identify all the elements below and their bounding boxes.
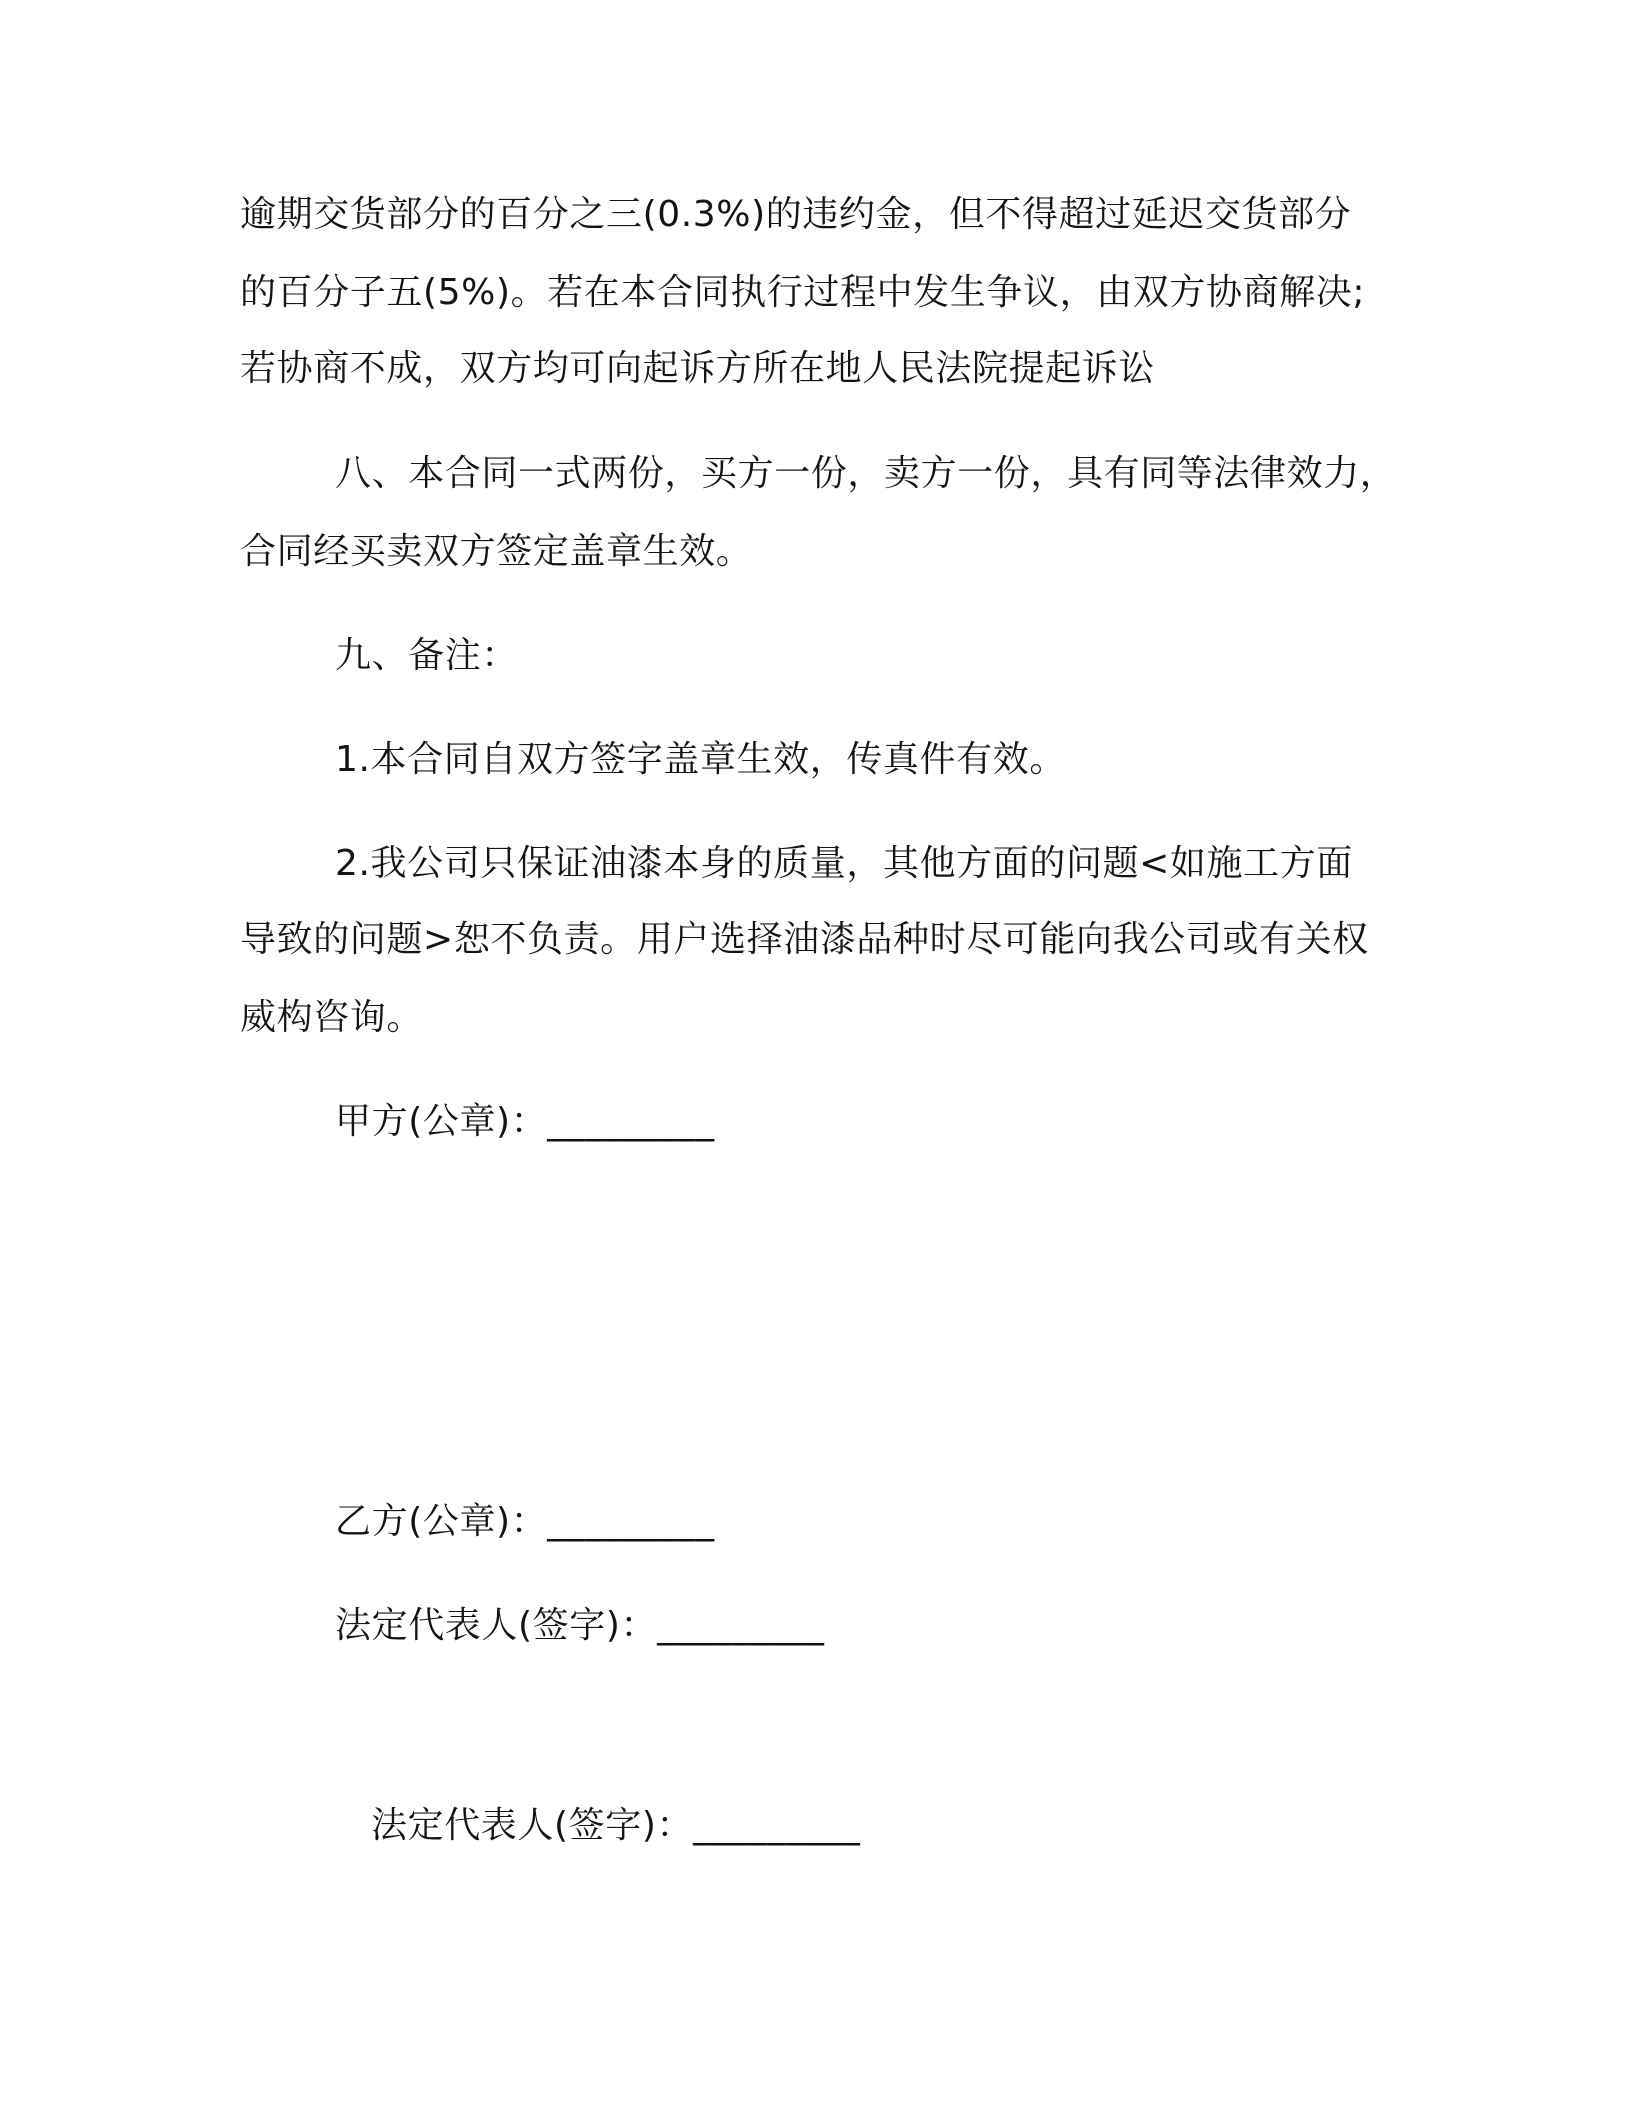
note-1: 1.本合同自双方签字盖章生效，传真件有效。 (335, 739, 1066, 780)
legal-rep-signature-line-1: 法定代表人(签字)：_________ (335, 1605, 825, 1646)
legal-rep-signature-line-2: 法定代表人(签字)：_________ (371, 1805, 861, 1846)
paragraph-7-line-2: 的百分子五(5%)。若在本合同执行过程中发生争议，由双方协商解决; (240, 272, 1366, 313)
party-b-seal-line: 乙方(公章)：_________ (335, 1501, 715, 1542)
paragraph-8-line-2: 合同经买卖双方签定盖章生效。 (240, 531, 753, 572)
party-a-seal-line: 甲方(公章)：_________ (335, 1101, 715, 1142)
note-2-line-1: 2.我公司只保证油漆本身的质量，其他方面的问题<如施工方面 (335, 843, 1353, 884)
section-9-heading: 九、备注： (335, 635, 519, 676)
paragraph-7-line-3: 若协商不成，双方均可向起诉方所在地人民法院提起诉讼 (240, 348, 1156, 389)
paragraph-8-line-1: 八、本合同一式两份，买方一份，卖方一份，具有同等法律效力， (335, 453, 1397, 494)
note-2-line-2: 导致的问题>恕不负责。用户选择油漆品种时尽可能向我公司或有关权 (240, 919, 1369, 960)
note-2-line-3: 威构咨询。 (240, 997, 424, 1038)
paragraph-7-line-1: 逾期交货部分的百分之三(0.3%)的违约金，但不得超过延迟交货部分 (240, 194, 1352, 235)
